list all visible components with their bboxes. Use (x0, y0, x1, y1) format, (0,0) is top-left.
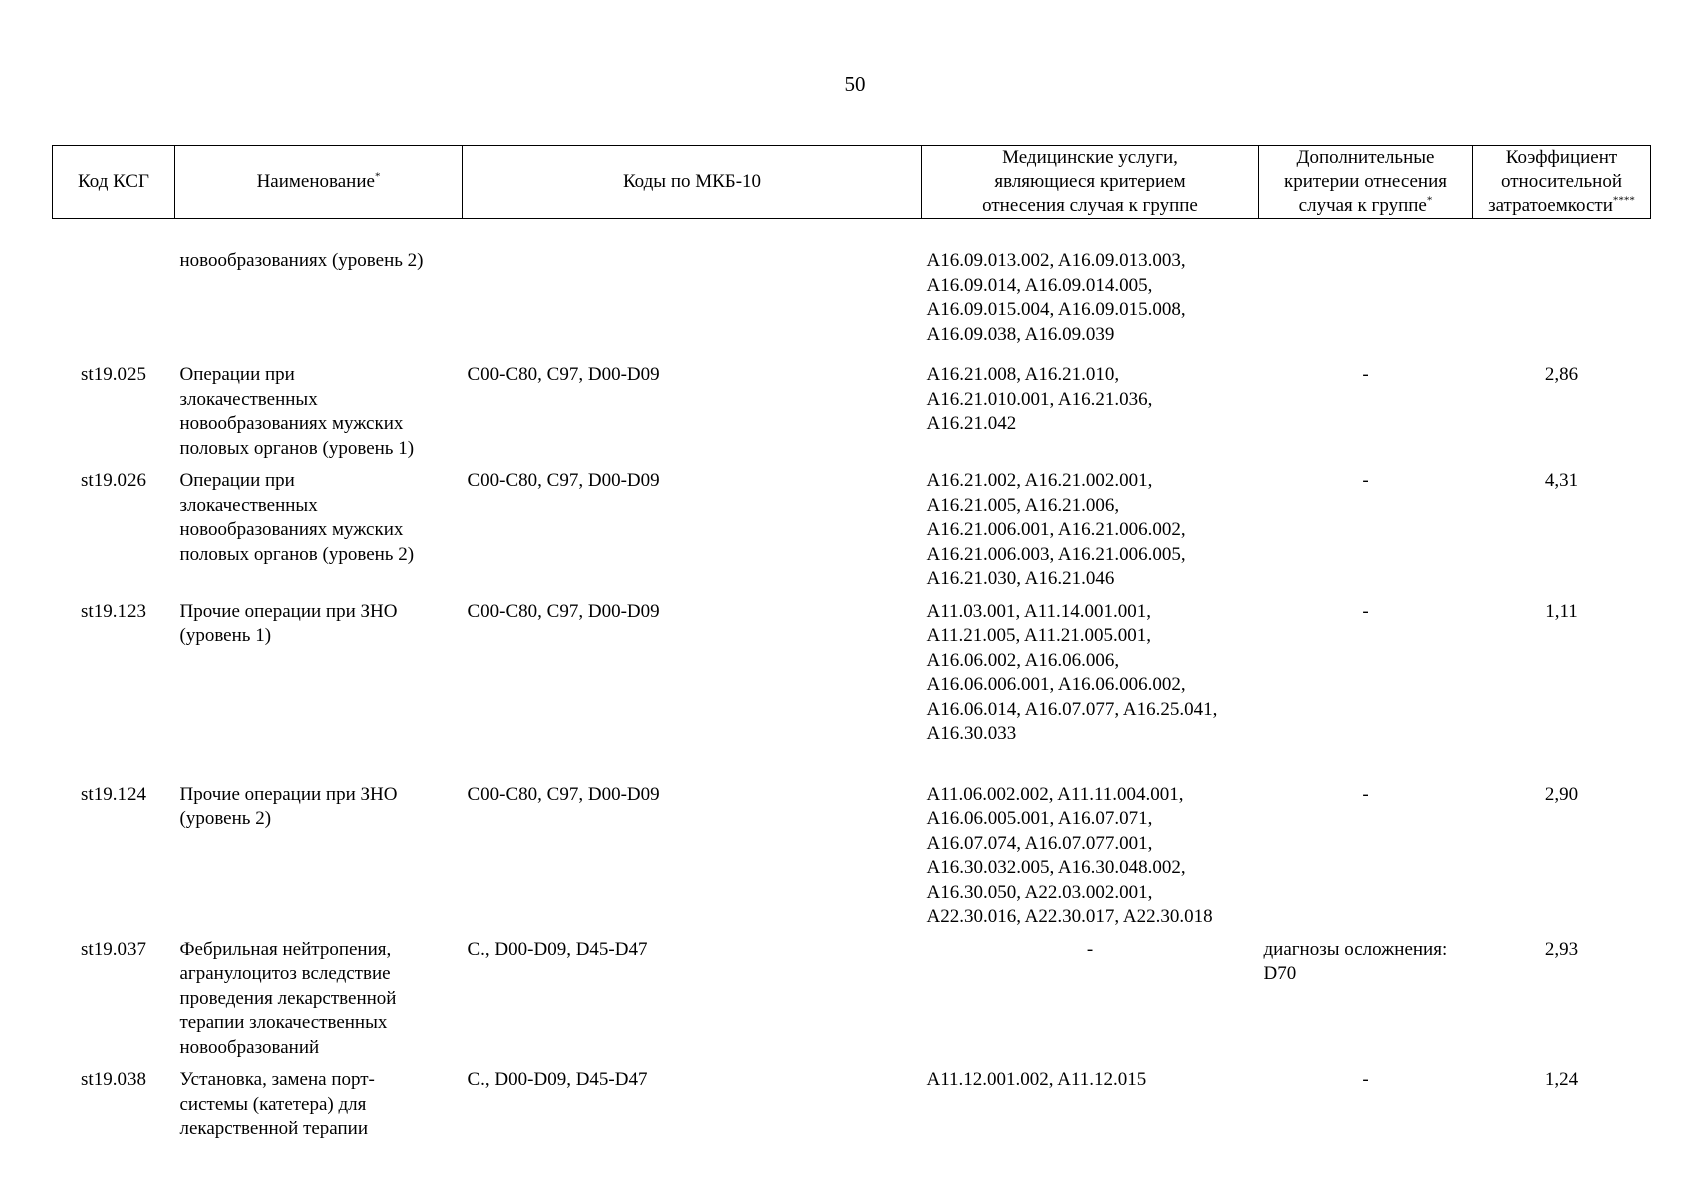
table-row (53, 219, 1651, 348)
ksg-name: Фебрильная нейтропения, агранулоцитоз вследствие проведения лекарственной терапии злокачественных новообразований (179, 938, 397, 1058)
header-services: Медицинские услуги, являющиеся критерием отнесения случая к группе (922, 146, 1259, 219)
extra-criteria: - (1362, 783, 1369, 805)
ksg-code: st19.038 (81, 1069, 146, 1090)
icd-codes: C00-C80, C97, D00-D09 (467, 783, 660, 805)
footnote-mark: * (1426, 194, 1433, 207)
extra-criteria: - (1362, 1069, 1369, 1090)
header-icd: Коды по МКБ-10 (463, 146, 922, 219)
ksg-code: st19.123 (81, 600, 146, 622)
header-name: Наименование* (175, 146, 463, 219)
cost-coefficient: 2,90 (1544, 783, 1579, 805)
extra-criteria: - (1362, 364, 1369, 385)
extra-criteria: диагнозы осложнения: D70 (1263, 938, 1448, 984)
ksg-code (53, 219, 175, 348)
table-row (53, 1060, 1651, 1142)
ksg-name: Операции при злокачественных новообразованиях мужских половых органов (уровень 1) (179, 364, 415, 459)
page-number: 50 (844, 72, 866, 96)
medical-services: A16.21.008, A16.21.010, A16.21.010.001, A16.21.036, A16.21.042 (926, 364, 1153, 434)
medical-services: A11.03.001, A11.14.001.001, A11.21.005, A11.21.005.001, A16.06.002, A16.06.006, A16.06.006.001, A16.06.006.002, A16.06.014, A16.07.077, A16.25.041, A16.30.033 (926, 600, 1218, 744)
cost-coefficient: 2,86 (1544, 364, 1579, 385)
cost-coefficient: 2,93 (1544, 938, 1579, 960)
ksg-name: Прочие операции при ЗНО (уровень 2) (179, 783, 398, 829)
icd-codes: C00-C80, C97, D00-D09 (467, 470, 660, 491)
medical-services: A16.09.013.002, A16.09.013.003, A16.09.014, A16.09.014.005, A16.09.015.004, A16.09.015.008, A16.09.038, A16.09.039 (926, 250, 1186, 345)
extra-criteria: - (1362, 600, 1369, 622)
icd-codes: C., D00-D09, D45-D47 (467, 1069, 648, 1090)
table-row (53, 747, 1651, 930)
ksg-code: st19.124 (81, 783, 146, 805)
cost-coefficient: 1,24 (1544, 1069, 1579, 1090)
ksg-code: st19.037 (81, 938, 146, 960)
extra-criteria: - (1362, 470, 1369, 491)
icd-codes: C00-C80, C97, D00-D09 (467, 600, 660, 622)
extra-criteria (1259, 219, 1473, 348)
table-row (53, 930, 1651, 1061)
table-row (53, 592, 1651, 747)
ksg-name: новообразованиях (уровень 2) (179, 250, 424, 271)
medical-services: A11.06.002.002, A11.11.004.001, A16.06.005.001, A16.07.071, A16.07.074, A16.07.077.001, A16.30.032.005, A16.30.048.002, A16.30.050, A22.03.002.001, A22.30.016, A22.30.017, A22.30.018 (926, 783, 1213, 927)
footnote-mark: **** (1612, 194, 1635, 207)
ksg-name: Операции при злокачественных новообразованиях мужских половых органов (уровень 2) (179, 470, 415, 565)
cost-coefficient: 4,31 (1544, 470, 1579, 491)
icd-codes: C00-C80, C97, D00-D09 (467, 364, 660, 385)
medical-services: A16.21.002, A16.21.002.001, A16.21.005, A16.21.006, A16.21.006.001, A16.21.006.002, A16.21.006.003, A16.21.006.005, A16.21.030, A16.21.046 (926, 470, 1186, 589)
icd-codes (463, 219, 922, 348)
table-row (53, 347, 1651, 461)
cost-coefficient (1473, 219, 1651, 348)
ksg-name: Прочие операции при ЗНО (уровень 1) (179, 600, 398, 646)
header-code: Код КСГ (53, 146, 175, 219)
ksg-code: st19.026 (81, 470, 146, 491)
table-body (53, 219, 1651, 1142)
table-header (53, 146, 1651, 219)
ksg-name: Установка, замена порт- системы (катетера) для лекарственной терапии (179, 1069, 375, 1139)
table-row (53, 461, 1651, 592)
ksg-code: st19.025 (81, 364, 146, 385)
cost-coefficient: 1,11 (1545, 600, 1578, 622)
ksg-table (52, 145, 1651, 1142)
footnote-mark: * (374, 170, 381, 183)
medical-services: - (1086, 938, 1094, 960)
header-coefficient: Коэффициент относительной затратоемкости**** (1473, 146, 1651, 219)
medical-services: A11.12.001.002, A11.12.015 (926, 1069, 1147, 1090)
icd-codes: C., D00-D09, D45-D47 (467, 938, 648, 960)
header-extra-criteria: Дополнительные критерии отнесения случая к группе* (1259, 146, 1473, 219)
